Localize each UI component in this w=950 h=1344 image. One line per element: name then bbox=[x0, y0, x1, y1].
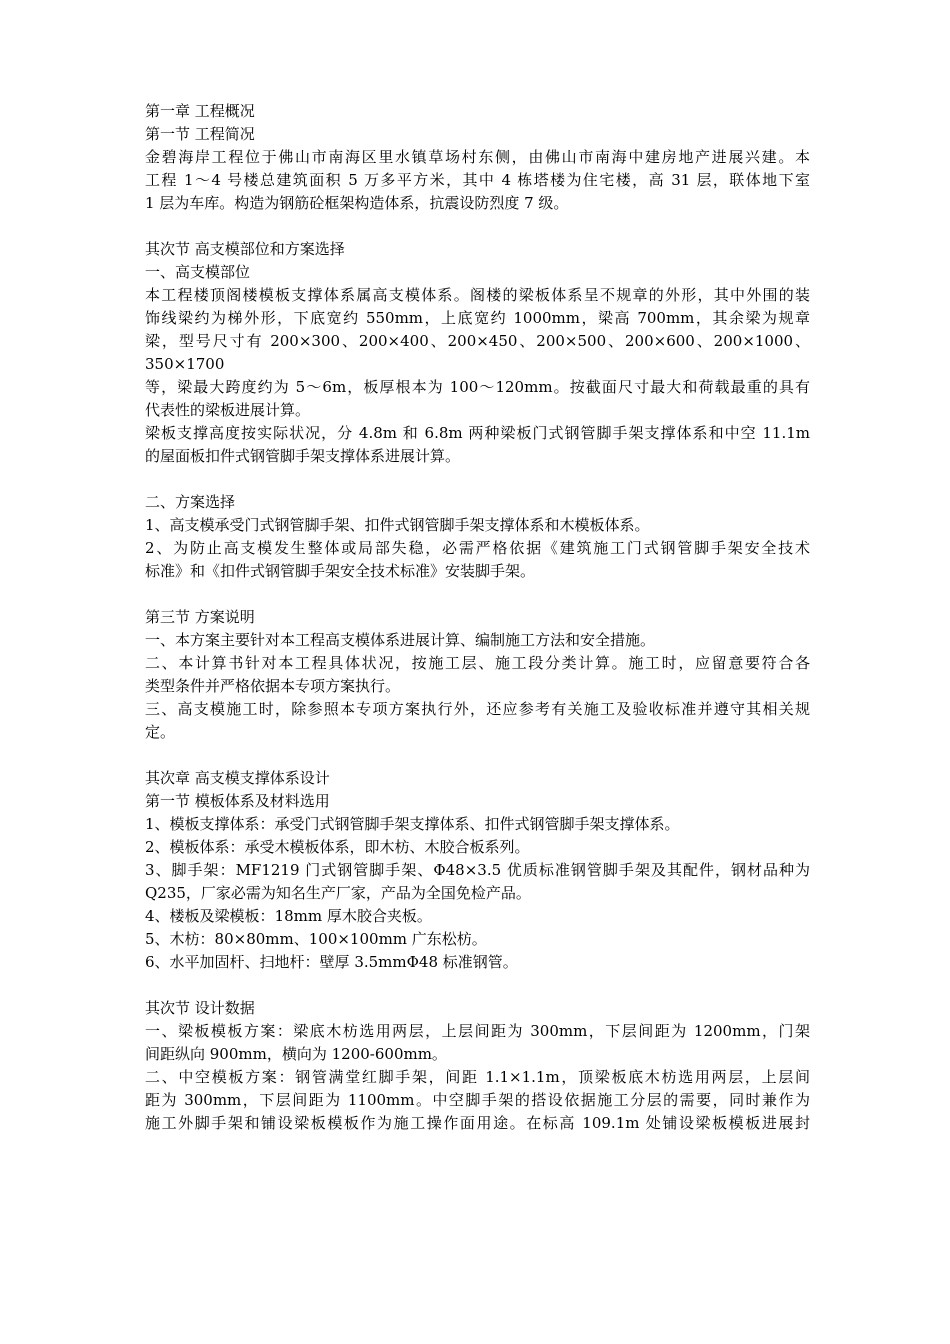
text-line: 6、水平加固杆、扫地杆：壁厚 3.5mmΦ48 标准钢管。 bbox=[145, 953, 518, 971]
text-line: 二、中空模板方案：钢管满堂红脚手架，间距 1.1×1.1m，顶梁板底木枋选用两层，上层间 bbox=[145, 1068, 810, 1086]
blank-line bbox=[145, 974, 810, 997]
text-line: 工程 1～4 号楼总建筑面积 5 万多平方米，其中 4 栋塔楼为住宅楼，高 31 层，联体地下室 bbox=[145, 171, 810, 189]
text-line: 1 层为车库。构造为钢筋砼框架构造体系，抗震设防烈度 7 级。 bbox=[145, 194, 569, 212]
text-line: 标准》和《扣件式钢管脚手架安全技术标准》安装脚手架。 bbox=[145, 562, 536, 580]
blank-line bbox=[145, 215, 810, 238]
text-line: 的屋面板扣件式钢管脚手架支撑体系进展计算。 bbox=[145, 447, 461, 465]
text-line: 梁板支撑高度按实际状况，分 4.8m 和 6.8m 两种梁板门式钢管脚手架支撑体系和中空 11.1m bbox=[145, 424, 810, 442]
text-line: 5、木枋：80×80mm、100×100mm 广东松枋。 bbox=[145, 930, 487, 948]
text-line: 代表性的梁板进展计算。 bbox=[145, 401, 311, 419]
text-line: 距为 300mm，下层间距为 1100mm。中空脚手架的搭设依据施工分层的需要，同时兼作为 bbox=[145, 1091, 810, 1109]
text-line: 第一节 模板体系及材料选用 bbox=[145, 792, 330, 810]
text-line: 二、方案选择 bbox=[145, 493, 236, 511]
blank-line bbox=[145, 468, 810, 491]
text-line: 4、楼板及梁模板：18mm 厚木胶合夹板。 bbox=[145, 907, 432, 925]
text-line: 3、脚手架：MF1219 门式钢管脚手架、Φ48×3.5 优质标准钢管脚手架及其配件，钢材品种为 bbox=[145, 861, 810, 879]
text-line: 2、模板体系：承受木模板体系，即木枋、木胶合板系列。 bbox=[145, 838, 530, 856]
text-line: 2、为防止高支模发生整体或局部失稳，必需严格依据《建筑施工门式钢管脚手架安全技术 bbox=[145, 539, 810, 557]
text-line: 梁，型号尺寸有 200×300、200×400、200×450、200×500、200×600、200×1000、350×1700 bbox=[145, 332, 810, 373]
text-line: 三、高支模施工时，除参照本专项方案执行外，还应参考有关施工及验收标准并遵守其相关规 bbox=[145, 700, 810, 718]
text-line: 其次章 高支模支撑体系设计 bbox=[145, 769, 330, 787]
text-line: 饰线梁约为梯外形，下底宽约 550mm，上底宽约 1000mm，梁高 700mm，其余梁为规章 bbox=[145, 309, 810, 327]
blank-line bbox=[145, 744, 810, 767]
text-line: 第一章 工程概况 bbox=[145, 102, 255, 120]
text-line: 1、高支模承受门式钢管脚手架、扣件式钢管脚手架支撑体系和木模板体系。 bbox=[145, 516, 650, 534]
text-line: 其次节 设计数据 bbox=[145, 999, 255, 1017]
blank-line bbox=[145, 583, 810, 606]
text-line: Q235，厂家必需为知名生产厂家，产品为全国免检产品。 bbox=[145, 884, 531, 902]
text-line: 定。 bbox=[145, 723, 176, 741]
text-line: 第一节 工程简况 bbox=[145, 125, 255, 143]
text-line: 1、模板支撑体系：承受门式钢管脚手架支撑体系、扣件式钢管脚手架支撑体系。 bbox=[145, 815, 680, 833]
text-line: 二、本计算书针对本工程具体状况，按施工层、施工段分类计算。施工时，应留意要符合各 bbox=[145, 654, 810, 672]
text-line: 第三节 方案说明 bbox=[145, 608, 255, 626]
text-line: 其次节 高支模部位和方案选择 bbox=[145, 240, 345, 258]
document-body bbox=[145, 100, 810, 1135]
text-line: 一、梁板模板方案：梁底木枋选用两层，上层间距为 300mm，下层间距为 1200mm，门架 bbox=[145, 1022, 810, 1040]
text-line: 一、本方案主要针对本工程高支模体系进展计算、编制施工方法和安全措施。 bbox=[145, 631, 656, 649]
text-line: 金碧海岸工程位于佛山市南海区里水镇草场村东侧，由佛山市南海中建房地产进展兴建。本 bbox=[145, 148, 810, 166]
text-line: 间距纵向 900mm，横向为 1200-600mm。 bbox=[145, 1045, 447, 1063]
text-line: 类型条件并严格依据本专项方案执行。 bbox=[145, 677, 401, 695]
text-line: 等，梁最大跨度约为 5～6m，板厚根本为 100～120mm。按截面尺寸最大和荷载最重的具有 bbox=[145, 378, 810, 396]
text-line: 本工程楼顶阁楼模板支撑体系属高支模体系。阁楼的梁板体系呈不规章的外形，其中外围的装 bbox=[145, 286, 810, 304]
text-line: 一、高支模部位 bbox=[145, 263, 251, 281]
text-line: 施工外脚手架和铺设梁板模板作为施工操作面用途。在标高 109.1m 处铺设梁板模板进展封 bbox=[145, 1114, 810, 1132]
